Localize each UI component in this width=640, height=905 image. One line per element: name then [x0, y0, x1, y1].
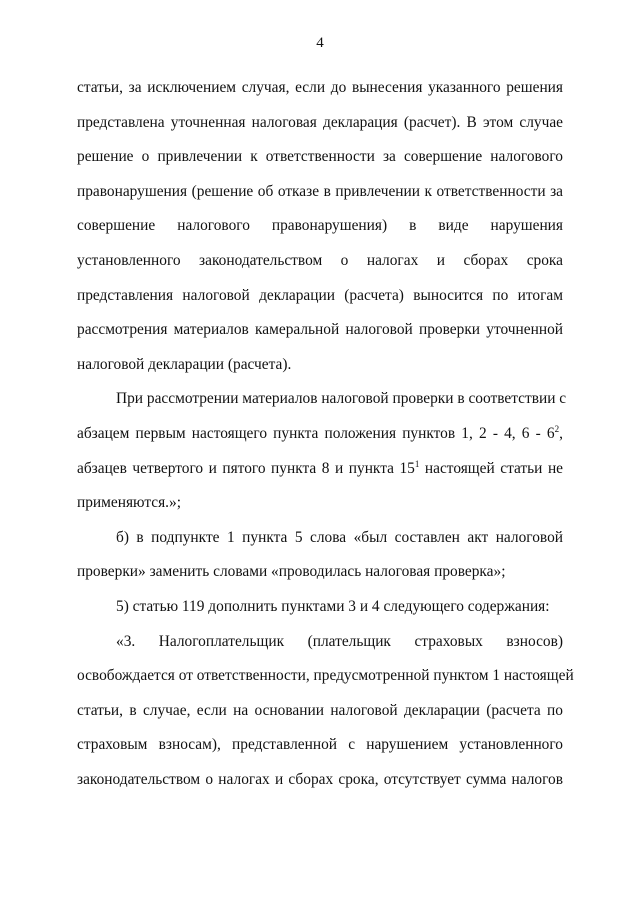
text-line [77, 417, 563, 452]
text-line: правонарушения (решение об отказе в привлечении к ответственности за [77, 182, 563, 200]
text-line: установленного законодательством о налогах и сборах срока [77, 251, 563, 269]
text-line: «3. Налогоплательщик (плательщик страховых взносов) [116, 632, 563, 650]
text-line: налоговой декларации (расчета). [77, 355, 292, 373]
text-line: статьи, за исключением случая, если до вынесения указанного решения [77, 79, 563, 96]
text-line: При рассмотрении материалов налоговой проверки в соответствии с [116, 390, 567, 408]
paragraph-2 [77, 382, 567, 520]
superscript: 1 [414, 458, 420, 469]
paragraph-4 [77, 590, 563, 625]
paragraph-3 [77, 521, 563, 590]
text-line: проверки» заменить словами «проводилась налоговая проверка»; [77, 563, 506, 581]
text-fragment: настоящей статьи не [419, 459, 564, 477]
text-line: 5) статью 119 дополнить пунктами 3 и 4 следующего содержания: [116, 597, 550, 615]
text-line: статьи, в случае, если на основании налоговой декларации (расчета по [77, 701, 563, 719]
text-line: представлена уточненная налоговая декларация (расчет). В этом случае [77, 113, 563, 131]
text-line: представления налоговой декларации (расчета) выносится по итогам [77, 286, 563, 304]
text-line: законодательством о налогах и сборах срока, отсутствует сумма налогов [77, 770, 563, 788]
text-line: рассмотрения материалов камеральной налоговой проверки уточненной [77, 321, 563, 339]
text-fragment: абзацев четвертого и пятого пункта 8 и пункта 15 [77, 459, 415, 477]
text-line: решение о привлечении к ответственности за совершение налогового [77, 148, 563, 166]
paragraph-1 [77, 71, 563, 382]
superscript: 2 [554, 423, 560, 434]
page-number: 4 [316, 35, 324, 51]
document-body [77, 71, 574, 797]
text-line: совершение налогового правонарушения) в виде нарушения [77, 217, 563, 235]
text-fragment: , [559, 424, 563, 442]
text-line: б) в подпункте 1 пункта 5 слова «был составлен акт налоговой [116, 528, 563, 546]
text-line [77, 452, 563, 487]
text-line: освобождается от ответственности, предусмотренной пунктом 1 настоящей [77, 667, 574, 685]
text-fragment: абзацем первым настоящего пункта положения пунктов 1, 2 - 4, 6 - 6 [77, 424, 555, 442]
text-line: страховым взносам), представленной с нарушением установленного [77, 736, 563, 754]
text-line: применяются.»; [77, 494, 181, 512]
paragraph-5 [77, 625, 574, 798]
